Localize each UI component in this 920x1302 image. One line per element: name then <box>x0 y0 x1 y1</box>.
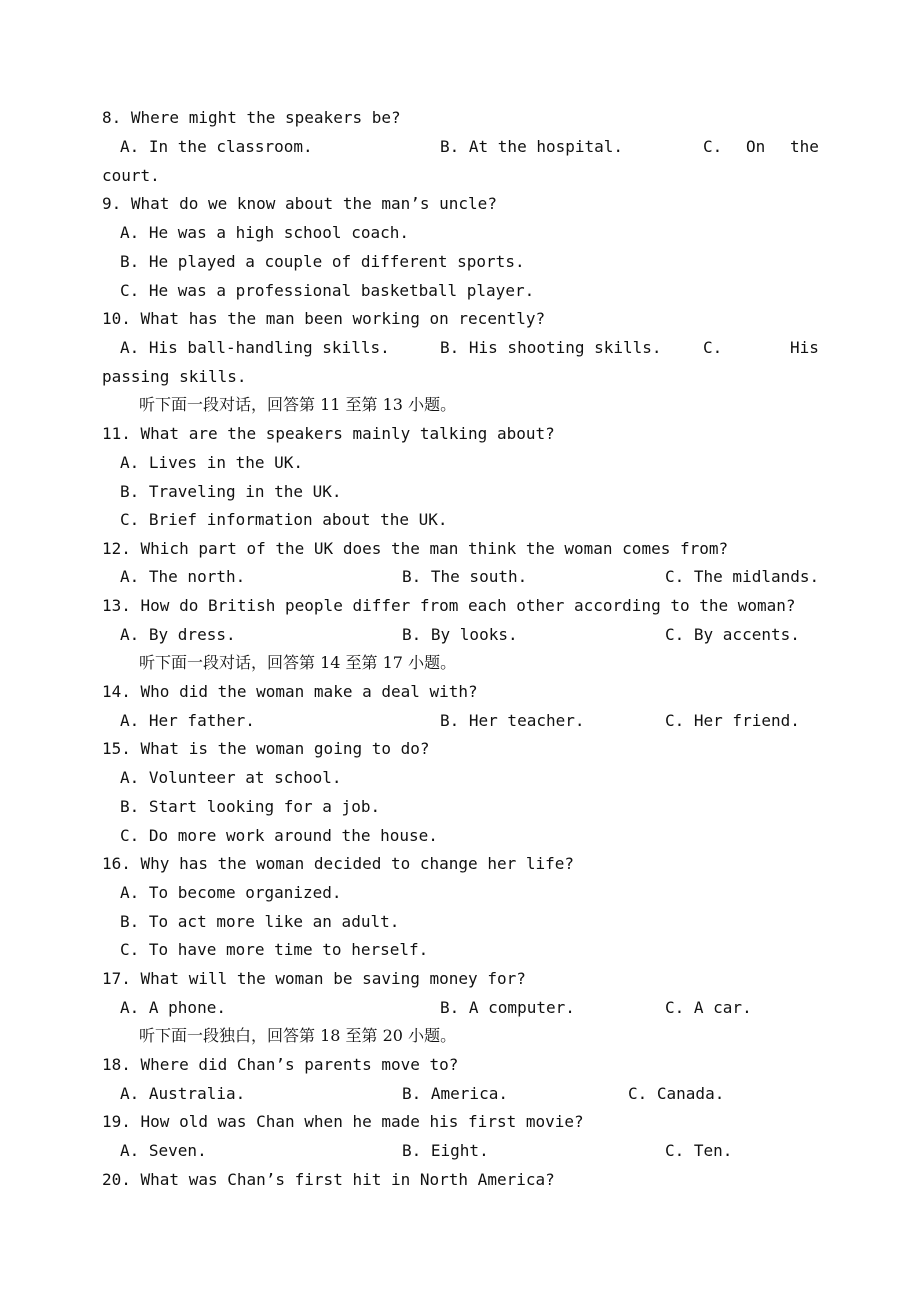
question-15-option-c: C. Do more work around the house. <box>120 826 438 845</box>
question-11-option-a: A. Lives in the UK. <box>120 453 304 472</box>
question-14-option-b: B. Her teacher. <box>440 711 585 730</box>
question-15-option-b: B. Start looking for a job. <box>120 797 381 816</box>
question-17-option-c: C. A car. <box>665 998 752 1017</box>
question-16-option-b: B. To act more like an adult. <box>120 912 400 931</box>
question-8-option-a: A. In the classroom. <box>120 137 313 156</box>
question-10-option-c-word1: His <box>790 338 819 357</box>
question-9-option-a: A. He was a high school coach. <box>120 223 409 242</box>
question-8-option-c-word1: On <box>746 137 766 156</box>
question-12-option-a: A. The north. <box>120 567 246 586</box>
question-14-option-c: C. Her friend. <box>665 711 800 730</box>
question-13-option-c: C. By accents. <box>665 625 800 644</box>
section-instruction-3: 听下面一段独白，回答第 18 至第 20 小题。 <box>139 1026 457 1045</box>
question-10-option-c-continuation: passing skills. <box>102 367 247 386</box>
question-12-stem: 12. Which part of the UK does the man think the woman comes from? <box>102 539 729 558</box>
question-19-option-a: A. Seven. <box>120 1141 207 1160</box>
question-18-option-b: B. America. <box>402 1084 508 1103</box>
question-13-option-b: B. By looks. <box>402 625 518 644</box>
question-8-option-c-continuation: court. <box>102 166 160 185</box>
question-8-option-b: B. At the hospital. <box>440 137 624 156</box>
question-17-option-a: A. A phone. <box>120 998 226 1017</box>
question-15-option-a: A. Volunteer at school. <box>120 768 342 787</box>
question-10-stem: 10. What has the man been working on recently? <box>102 309 546 328</box>
question-19-option-c: C. Ten. <box>665 1141 733 1160</box>
question-11-option-b: B. Traveling in the UK. <box>120 482 342 501</box>
question-10-option-c-label: C. <box>703 338 723 357</box>
question-9-option-c: C. He was a professional basketball player. <box>120 281 535 300</box>
question-17-option-b: B. A computer. <box>440 998 575 1017</box>
question-18-stem: 18. Where did Chan’s parents move to? <box>102 1055 459 1074</box>
question-17-stem: 17. What will the woman be saving money for? <box>102 969 526 988</box>
question-19-option-b: B. Eight. <box>402 1141 489 1160</box>
question-20-stem: 20. What was Chan’s first hit in North America? <box>102 1170 555 1189</box>
question-10-option-b: B. His shooting skills. <box>440 338 662 357</box>
question-18-option-a: A. Australia. <box>120 1084 246 1103</box>
question-14-stem: 14. Who did the woman make a deal with? <box>102 682 478 701</box>
question-12-option-b: B. The south. <box>402 567 528 586</box>
question-8-stem: 8. Where might the speakers be? <box>102 108 401 127</box>
question-13-option-a: A. By dress. <box>120 625 236 644</box>
question-13-stem: 13. How do British people differ from each other according to the woman? <box>102 596 796 615</box>
question-8-option-c-label: C. <box>703 137 723 156</box>
question-18-option-c: C. Canada. <box>628 1084 725 1103</box>
question-14-option-a: A. Her father. <box>120 711 255 730</box>
section-instruction-1: 听下面一段对话，回答第 11 至第 13 小题。 <box>139 395 457 414</box>
question-10-option-a: A. His ball-handling skills. <box>120 338 390 357</box>
question-11-stem: 11. What are the speakers mainly talking about? <box>102 424 555 443</box>
question-19-stem: 19. How old was Chan when he made his first movie? <box>102 1112 584 1131</box>
question-16-option-a: A. To become organized. <box>120 883 342 902</box>
question-9-option-b: B. He played a couple of different sports. <box>120 252 525 271</box>
section-instruction-2: 听下面一段对话，回答第 14 至第 17 小题。 <box>139 653 457 672</box>
question-9-stem: 9. What do we know about the man’s uncle? <box>102 194 497 213</box>
question-16-stem: 16. Why has the woman decided to change her life? <box>102 854 575 873</box>
question-16-option-c: C. To have more time to herself. <box>120 940 429 959</box>
question-12-option-c: C. The midlands. <box>665 567 820 586</box>
question-8-option-c-word2: the <box>790 137 819 156</box>
question-11-option-c: C. Brief information about the UK. <box>120 510 448 529</box>
question-15-stem: 15. What is the woman going to do? <box>102 739 430 758</box>
